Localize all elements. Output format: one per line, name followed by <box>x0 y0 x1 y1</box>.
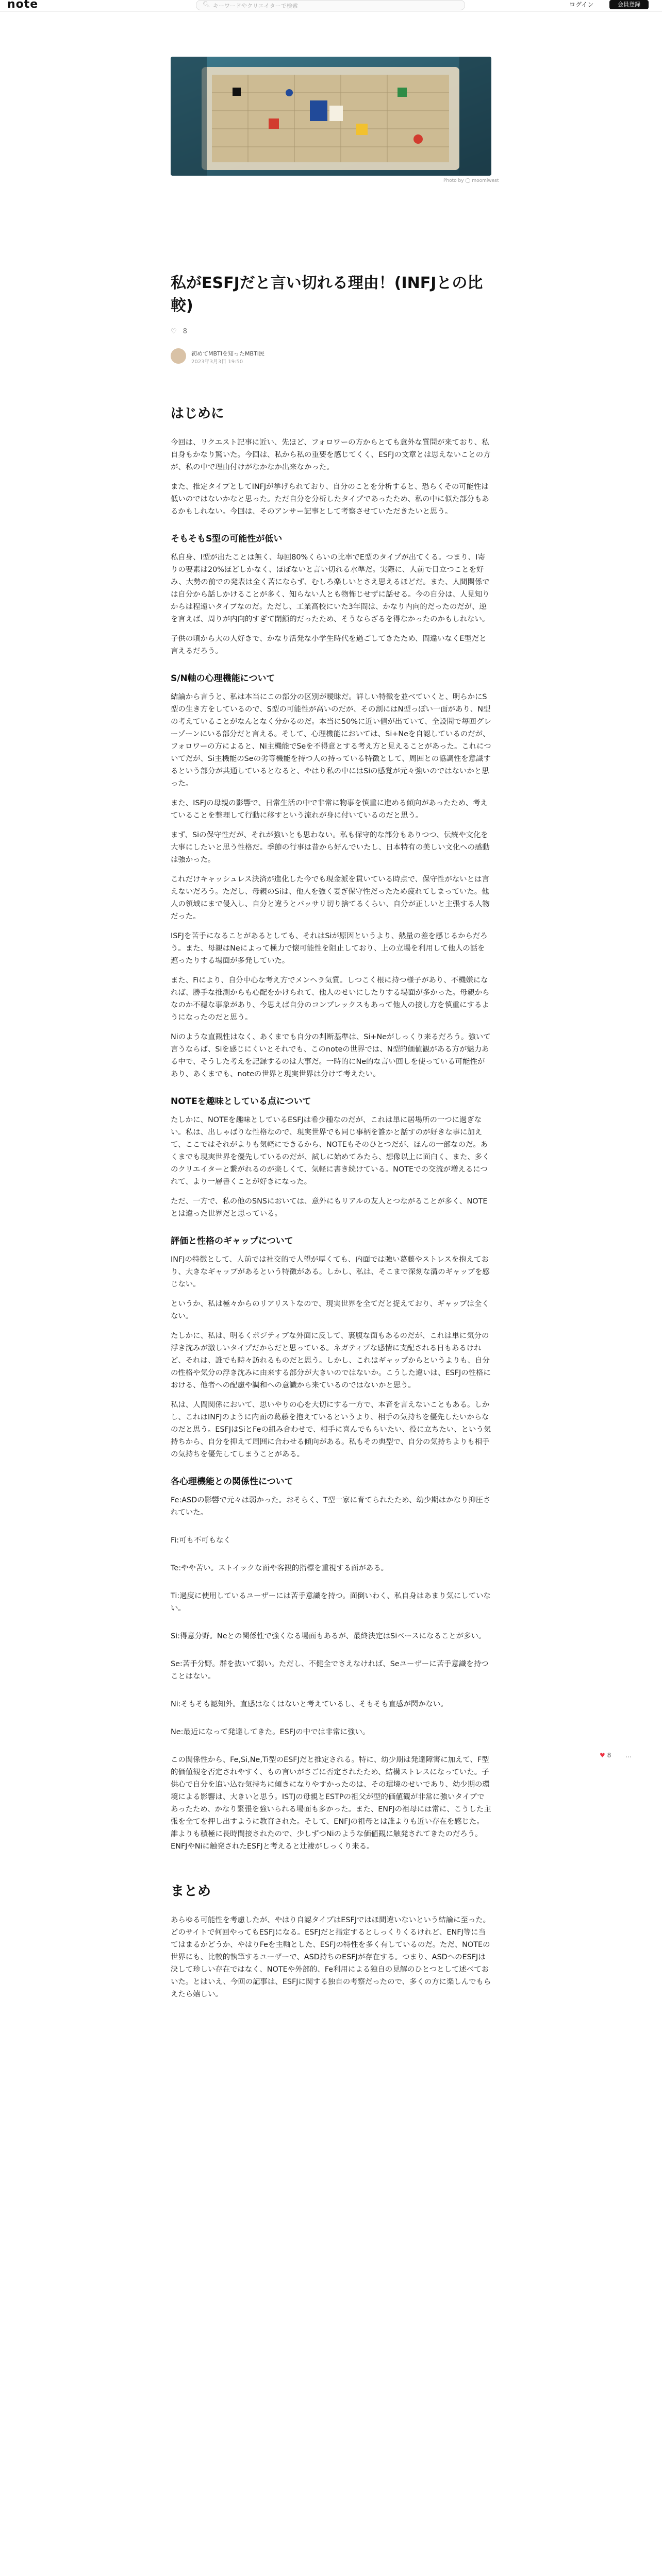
section-heading: そもそもS型の可能性が低い <box>171 534 283 544</box>
side-like-count: 8 <box>607 1752 611 1759</box>
section-heading: はじめに <box>171 406 225 421</box>
paragraph: Te:やや苦い。ストイックな面や客観的指標を重視する面がある。 <box>171 1564 388 1572</box>
paragraph: 私は、人間関係において、思いやりの心を大切にする一方で、本音を言えないこともある。しかし、これはINFJのように内面の葛藤を抱えているというより、相手の気持ちを優先したいからなのだと思う。ESFJはSiとFeの組み合わせで、相手に喜んでもらいたい、役に立ちたい、という気持ちから、自分を抑えて周囲に合わせる傾向がある。私もその典型で、自分の気持ちよりも相手の気持ちを優先してしまうことがある。 <box>171 1401 491 1459</box>
article-body <box>171 375 491 2008</box>
paragraph: 私自身、I型が出たことは無く、毎回80%くらいの比率でE型のタイプが出てくる。つまり、I寄りの要素は20%ほどしかなく、ほぼないと言い切れる水準だ。実際に、人前で目立つことを好み、大勢の前での発表は全く苦にならず、むしろ楽しいとさえ思えるほどだ。また、人間関係では自分から話しかけることが多く、知らない人とも物怖じせずに話せる。今の自分は、人見知りからは程遠いタイプなのだ。ただし、工業高校にいた3年間は、かなり内向的だったのだが、逆を言えば、周りが内向的すぎて閉鎖的だったため、そうならざるを得なかったのかもしれない。 <box>171 553 490 623</box>
login-link[interactable]: ログイン <box>569 1 594 8</box>
paragraph: たしかに、NOTEを趣味としているESFJは希少種なのだが、これは単に居場所の一つに過ぎない。私は、出しゃばりな性格なので、現実世界でも同じ事柄を誰かと話すのが好きな事に加えて、ここではそれがよりも気軽にできるから、NOTEもそのひとつだが、ほんの一部なのだ。あくまでも現実世界を優先しているのだが、試しに始めてみたら、想像以上に面白く、また、多くのクリエイターと繋がれるのが楽しくて、気軽に書き続けている。NOTEでの交流が増えるにつれて、より一層書くことが好きになった。 <box>171 1116 490 1186</box>
paragraph: Se:苦手分野。群を抜いて弱い。ただし、不健全でさえなければ、Seユーザーに苦手意識を持つことはない。 <box>171 1660 489 1681</box>
paragraph: これだけキャッシュレス決済が進化した今でも現金派を貫いている時点で、保守性がないとは言えないだろう。ただし、母親のSiは、他人を強く妻ぎ保守性だったため疲れてしまっていた。他人の領域にまで侵入し、自分と違うとバッサリ切り捨てるくらい、自分が正しいと主張する人物だった。 <box>171 875 490 921</box>
paragraph: ただ、一方で、私の他のSNSにおいては、意外にもリアルの友人とつながることが多く、NOTEとは違った世界だと思っている。 <box>171 1197 488 1218</box>
side-actions <box>600 1752 632 1759</box>
section-heading: NOTEを趣味としている点について <box>171 1096 311 1107</box>
section-heading: まとめ <box>171 1884 211 1899</box>
paragraph: また、推定タイプとしてINFJが挙げられており、自分のことを分析すると、恐らくその可能性は低いのではないかなと思った。ただ自分を分析したタイプであったため、私の中に似た部分もあるかもしれない。今回は、そのアンサー記事として考察させていただきたいと思う。 <box>171 483 489 516</box>
section-heading: 各心理機能との関係性について <box>171 1477 293 1487</box>
paragraph: INFJの特徴として、人前では社交的で人望が厚くても、内面では強い葛藤やストレスを抱えており、大きなギャップがあるという特徴がある。しかし、私は、そこまで深刻な溝のギャップを感じない。 <box>171 1256 490 1289</box>
paragraph: 結論から言うと、私は本当にこの部分の区別が曖昧だ。詳しい特徴を並べていくと、明らかにS型の生き方をしているので、S型の可能性が高いのだが、その割にはN型っぽい一面があり、N型の考えていることがなんとなく分かるのだ。本当に50%に近い値が出ていて、全設問で毎回グレーゾーンにいる部分だと言える。そして、心理機能においては、Si+Neを自認しているのだが、フォロワーの方によると、Ni主機能でSeを不得意とする考え方と見えることがあった。これについてだが、Si主機能のSeの劣等機能を持つ人の持っている特徴として、周囲との協調性を意識するという部分が共通しているとなると、やはり私の中にはSiの感覚が元々強いのではないかと思った。 <box>171 693 491 788</box>
avatar[interactable] <box>171 348 186 364</box>
author-name[interactable]: 初めてMBTIを知ったMBTI民 <box>191 350 265 357</box>
section-heading: 評価と性格のギャップについて <box>171 1236 293 1246</box>
paragraph: たしかに、私は、明るくポジティブな外面に反して、裏腹な面もあるのだが、これは単に気分の浮き沈みが激しいタイプだからだと思っている。ネガティブな感情に支配される日もあるけれど、それは、誰でも時々訪れるものだと思う。しかし、これはギャップからというよりも、自分の性格や気分の浮き沈みに由来する部分が大きいのではないか。こうした違いは、ESFJの性格における、他者への配慮や調和への意識から来ているのではないかと思う。 <box>171 1332 491 1389</box>
heart-icon[interactable]: ♡ <box>171 328 177 335</box>
search-icon: 🔍︎ <box>203 1 210 8</box>
side-heart-icon[interactable]: ♥ <box>600 1752 605 1759</box>
paragraph: まず、Siの保守性だが、それが強いとも思わない。私も保守的な部分もありつつ、伝統や文化を大事にしたいと思う性格だ。季節の行事は昔から好んでいたし、日本特有の美しい文化への感動は強かった。 <box>171 831 490 864</box>
board-game-photo <box>171 57 491 176</box>
article-title: 私がESFJだと言い切れる理由！(INFJとの比較) <box>171 274 483 315</box>
paragraph: というか、私は極々からのリアリストなので、現実世界を全てだと捉えており、ギャップは全くない。 <box>171 1300 489 1320</box>
paragraph: ISFJを苦手になることがあるとしても、それはSiが原因というより、熱量の差を感じるからだろう。また、母親はNeによって極力で懐可能性を阻止しており、上の立場を利用して他人の話を遮ったりする場面が多発していた。 <box>171 932 488 965</box>
paragraph: Ti:過度に使用しているユーザーには苦手意識を持つ。面倒いわく、私自身はあまり気にしていない。 <box>171 1592 491 1613</box>
site-header <box>0 0 662 12</box>
more-icon[interactable]: … <box>625 1752 632 1759</box>
like-row <box>171 328 187 335</box>
paragraph: また、ISFJの母親の影響で、日常生活の中で非常に物事を慎重に進める傾向があったため、考えていることを整理して行動に移すという流れが身に付いているのだと思う。 <box>171 799 488 820</box>
paragraph: 今回は、リクエスト記事に近い、先ほど、フォロワーの方からとても意外な質問が来ており、私自身もかなり驚いた。今回は、私から私の重要を感じてくく、ESFJの文章とは思えないことの方が、私の中で理由付けがなかなか出来なかった。 <box>171 438 491 471</box>
paragraph: Fi:可も不可もなく <box>171 1536 231 1545</box>
note-logo[interactable]: note <box>7 0 39 11</box>
signup-button[interactable]: 会員登録 <box>609 0 649 9</box>
section-heading: S/N軸の心理機能について <box>171 673 275 684</box>
like-count: 8 <box>183 328 188 335</box>
search-placeholder: キーワードやクリエイターで検索 <box>213 3 298 9</box>
paragraph: Fe:ASDの影響で元々は弱かった。おそらく、T型一家に育てられたため、幼少期はかなり抑圧されていた。 <box>171 1496 491 1517</box>
paragraph: また、Fiにより、自分中心な考え方でメンヘラ気質。しつこく根に持つ様子があり、不機嫌になれば、勝手な推測からも心配をかけられて、他人のせいにしたりする場面が多かった。母親からなのか不穏な事象があり、今思えば自分のコンプレックスもあって他人の接し方を慎重にするようになったのだと思う。 <box>171 976 490 1022</box>
search-input[interactable] <box>196 0 465 10</box>
hero-image <box>171 57 491 176</box>
paragraph: Ne:最近になって発達してきた。ESFJの中では非常に強い。 <box>171 1728 370 1736</box>
paragraph: Ni:そもそも認知外。直感はなくはないと考えているし、そもそも直感が閃かない。 <box>171 1700 448 1708</box>
paragraph: Niのような直観性はなく、あくまでも自分の判断基準は、Si+Neがしっくり来るだろう。強いて言うならば、Siを感じにくいとそれでも、このnoteの世界では、N型的価値観がある方が魅力ある中で、そうした考えを記録するのは大事だ。一時的にNe的な言い回しを使っている可能性があり、あくまでも、noteの世界と現実世界は分けて考えたい。 <box>171 1033 491 1078</box>
paragraph: Si:得意分野。Neとの関係性で強くなる場面もあるが、最終決定はSiベースになることが多い。 <box>171 1632 486 1640</box>
photo-credit: Photo by ◯ moomiwest <box>443 178 499 183</box>
paragraph: この関係性から、Fe,Si,Ne,Ti型のESFJだと推定される。特に、幼少期は発達障害に加えて、F型的価値観を否定されやすく、もの言いがさごに否定されたため、結構ストレスになっていた。子供心で自分を追い込む気持ちに傾きになりやすかったのは、その環境のせいであり、幼少期の環境による影響は、大きいと思う。ISTJの母親とESTPの祖父が型的価値観が非常に強いタイプであったため、かなり緊張を強いられる場面も多かった。また、ENFJの祖母には常に、こうした主張を全てを押し出すように教育された。そして、ENFJの祖母とは誰よりも近い存在を感じた。誰よりも積極に長時間接されたので、少しずつNiのような価値観に触発されてきたのだろう。ENFJやNiに触発されたESFJと考えると辻褄がしっくり来る。 <box>171 1756 491 1851</box>
post-date: 2023年3月3日 19:50 <box>191 359 243 365</box>
paragraph: あらゆる可能性を考慮したが、やはり自認タイプはESFJではほ間違いないという結論に至った。どのサイトで何回やってもESFJになる。ESFJだと指定するとしっくりくるけれど、ENFJ等に当てはまるかどうか、やはりFeを主軸とした、ESFJの特性を多く有しているのだ。ただ、NOTEの世界にも、比較的執筆するユーザーで、ASD持ちのESFJが存在する。つまり、ASDへのESFJは決して珍しい存在ではなく、NOTEや外部的、Fe利用による独自の見解のひとつとして述べておいた。とはいえ、今回の記事は、ESFJに関する独自の考察だったので、多くの方に楽しんでもらえたら嬉しい。 <box>171 1916 491 1998</box>
paragraph: 子供の頃から大の人好きで、かなり活発な小学生時代を過ごしてきたため、間違いなくE型だと言えるだろう。 <box>171 635 487 655</box>
